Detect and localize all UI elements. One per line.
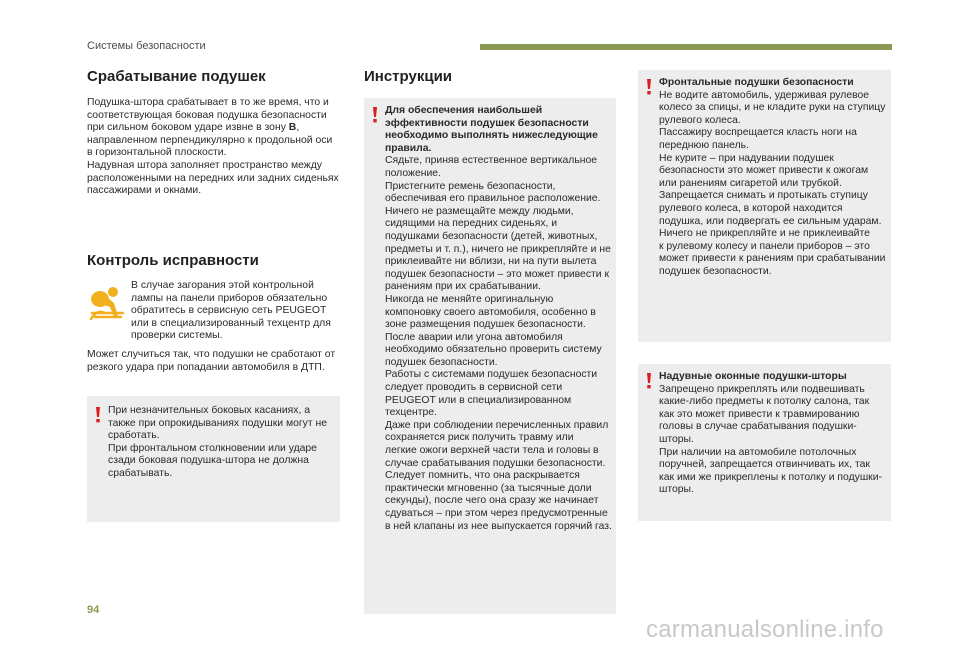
- text-line: лампы на панели приборов обязательно: [131, 292, 328, 304]
- text-line: проверки системы.: [131, 330, 223, 342]
- text-line: подушек безопасности.: [659, 265, 772, 277]
- exclamation-warning-icon: [644, 373, 654, 389]
- text-line: Не курите – при надувании подушек: [659, 152, 834, 164]
- bold-line: эффективности подушек безопасности: [385, 117, 589, 129]
- text-line: соответствующая боковая подушка безопасности: [87, 109, 327, 121]
- text-line: предметы и т. п.), ничего не прикрепляйте и не: [385, 243, 611, 255]
- text-line: пассажирами и окнами.: [87, 185, 202, 197]
- text-line: случае срабатывания подушки безопасности.: [385, 457, 606, 469]
- text-line: сдуваться – при этом через предусмотренные: [385, 508, 608, 519]
- text-line: сработать.: [108, 430, 160, 442]
- text-line: безопасности это может привести к ожогам: [659, 165, 869, 177]
- deployment-paragraph: [87, 97, 345, 198]
- page-number: 94: [87, 604, 100, 616]
- text-line: переднюю панель.: [659, 139, 749, 151]
- text-line: сидящими на передних сиденьях, и: [385, 218, 558, 230]
- instructions-text: [385, 105, 615, 533]
- text-line: Работы с системами подушек безопасности: [385, 369, 598, 381]
- zone-suffix: ,: [296, 122, 300, 134]
- warning-lamp-description: [131, 280, 343, 343]
- check-paragraph: [87, 349, 345, 374]
- text-line: Никогда не меняйте оригинальную: [385, 293, 554, 305]
- text-line: головы в случае срабатывания подушки-: [659, 421, 857, 433]
- text-line: поручней, запрещается отвинчивать их, так: [659, 459, 870, 471]
- text-line: При незначительных боковых касаниях, а: [108, 405, 311, 416]
- text-line: зоне размещения подушек безопасности.: [385, 319, 586, 331]
- text-line: как это может привести к травмированию: [659, 408, 860, 420]
- note-title: Фронтальные подушки безопасности: [659, 77, 854, 88]
- bold-line: необходимо выполнять нижеследующие: [385, 130, 598, 142]
- text-line: шторы.: [659, 433, 694, 445]
- text-line: Ничего не размещайте между людьми,: [385, 205, 574, 217]
- text-line: Ничего не прикрепляйте и не приклеивайте: [659, 228, 870, 240]
- text-line: В случае загорания этой контрольной: [131, 280, 314, 291]
- text-line: подушками безопасности (детей, животных,: [385, 230, 598, 242]
- text-line: к рулевому колесу и панели приборов – это: [659, 240, 870, 252]
- airbag-warning-lamp-icon: [87, 283, 127, 323]
- watermark: carmanualsonline.info: [646, 616, 884, 643]
- text-line: расположенными на передних или задних сиденьях: [87, 172, 339, 184]
- text-line: или в специализированный техцентр для: [131, 317, 331, 329]
- text-line: приклеивайте ни вблизи, ни на пути вылета: [385, 256, 597, 268]
- note-text: [108, 405, 338, 481]
- note-text: [659, 77, 889, 279]
- text-line: сохраняется риск получить травму или: [385, 432, 574, 444]
- text-line: может привести к ранениям при срабатывании: [659, 253, 886, 265]
- text-line: Может случиться так, что подушки не сработают от: [87, 349, 336, 360]
- zone-letter: B: [288, 122, 297, 134]
- text-line: Не водите автомобиль, удерживая рулевое: [659, 89, 870, 101]
- bold-line: правила.: [385, 142, 432, 154]
- text-line: положение.: [385, 167, 441, 179]
- exclamation-warning-icon: [370, 107, 380, 123]
- text-line: какие-либо предметы к потолку салона, так: [659, 396, 870, 408]
- text-line: Запрещается снимать и протыкать ступицу: [659, 190, 868, 202]
- text-line: Пристегните ремень безопасности,: [385, 180, 556, 192]
- text-line: легкие ожоги верхней части тела и головы в: [385, 445, 599, 457]
- text-line: обеспечивая его правильное расположение.: [385, 193, 601, 205]
- text-line: Запрещено прикреплять или подвешивать: [659, 383, 865, 395]
- text-line: направленном перпендикулярно к продольной оси: [87, 134, 333, 146]
- text-line: После аварии или угона автомобиля: [385, 331, 563, 343]
- text-line: следует проводить в сервисной сети: [385, 382, 563, 394]
- text-line: Подушка-штора срабатывает в то же время, что и: [87, 97, 329, 108]
- text-line: сзади боковая подушка-штора не должна: [108, 455, 309, 467]
- note-title: Надувные оконные подушки-шторы: [659, 371, 847, 382]
- text-line: практически мгновенно (за тысячные доли: [385, 482, 592, 494]
- text-line: техцентре.: [385, 407, 437, 419]
- text-line: подушек безопасности.: [385, 356, 498, 368]
- text-line: рулевого колеса.: [659, 114, 741, 126]
- section-title-check: Контроль исправности: [87, 252, 259, 269]
- text-line: резкого удара при попадании автомобиля в ДТП.: [87, 361, 325, 373]
- text-line: [87, 122, 345, 135]
- text-line: шторы.: [659, 484, 694, 496]
- header-accent-bar: [480, 44, 892, 50]
- section-title-deployment: Срабатывание подушек: [87, 68, 266, 85]
- text-line: или ранениям сигаретой или трубкой.: [659, 177, 842, 189]
- exclamation-warning-icon: [93, 407, 103, 423]
- text-line: Следует помнить, что она раскрывается: [385, 470, 580, 482]
- bold-line: Для обеспечения наибольшей: [385, 105, 543, 116]
- warning-note-minor-impacts: [87, 396, 340, 522]
- text-line: При фронтальном столкновении или ударе: [108, 442, 317, 454]
- text-line-part: при сильном боковом ударе извне в зону: [87, 122, 289, 134]
- text-line: в ней клапаны из нее выпускается горячий газ.: [385, 520, 612, 532]
- text-line: Даже при соблюдении перечисленных правил: [385, 419, 609, 431]
- text-line: также при опрокидываниях подушки могут не: [108, 417, 328, 429]
- text-line: подушка, или подвергать ее сильным ударам.: [659, 215, 882, 227]
- text-line: рулевого колеса, в которой находится: [659, 202, 843, 214]
- exclamation-warning-icon: [644, 79, 654, 95]
- text-line: Надувная штора заполняет пространство между: [87, 159, 322, 171]
- text-line: Пассажиру воспрещается класть ноги на: [659, 127, 857, 139]
- text-line: необходимо обязательно проверить систему: [385, 344, 602, 356]
- warning-note-curtain-airbags: [638, 364, 891, 521]
- text-line: Сядьте, приняв естественное вертикальное: [385, 155, 598, 167]
- section-title-instructions: Инструкции: [364, 68, 453, 85]
- instructions-box: [364, 98, 616, 614]
- section-header-label: Системы безопасности: [87, 40, 206, 52]
- text-line: в горизонтальной плоскости.: [87, 147, 227, 159]
- text-line: колесо за спицы, и не кладите руки на ступицу: [659, 102, 886, 114]
- text-line: ранениям при их срабатывании.: [385, 281, 541, 293]
- text-line: При наличии на автомобиле потолочных: [659, 446, 857, 458]
- text-line: как ими же прикреплены к потолку и подушки-: [659, 471, 882, 483]
- text-line: срабатывать.: [108, 467, 173, 479]
- text-line: подушек безопасности – это может привести к: [385, 268, 610, 280]
- text-line: секунды), после чего она сразу же начинает: [385, 495, 599, 507]
- text-line: компоновку своего автомобиля, особенно в: [385, 306, 596, 318]
- note-text: [659, 371, 889, 497]
- warning-note-front-airbags: [638, 70, 891, 342]
- text-line: PEUGEOT или в специализированном: [385, 394, 572, 406]
- text-line: обратитесь в сервисную сеть PEUGEOT: [131, 305, 327, 317]
